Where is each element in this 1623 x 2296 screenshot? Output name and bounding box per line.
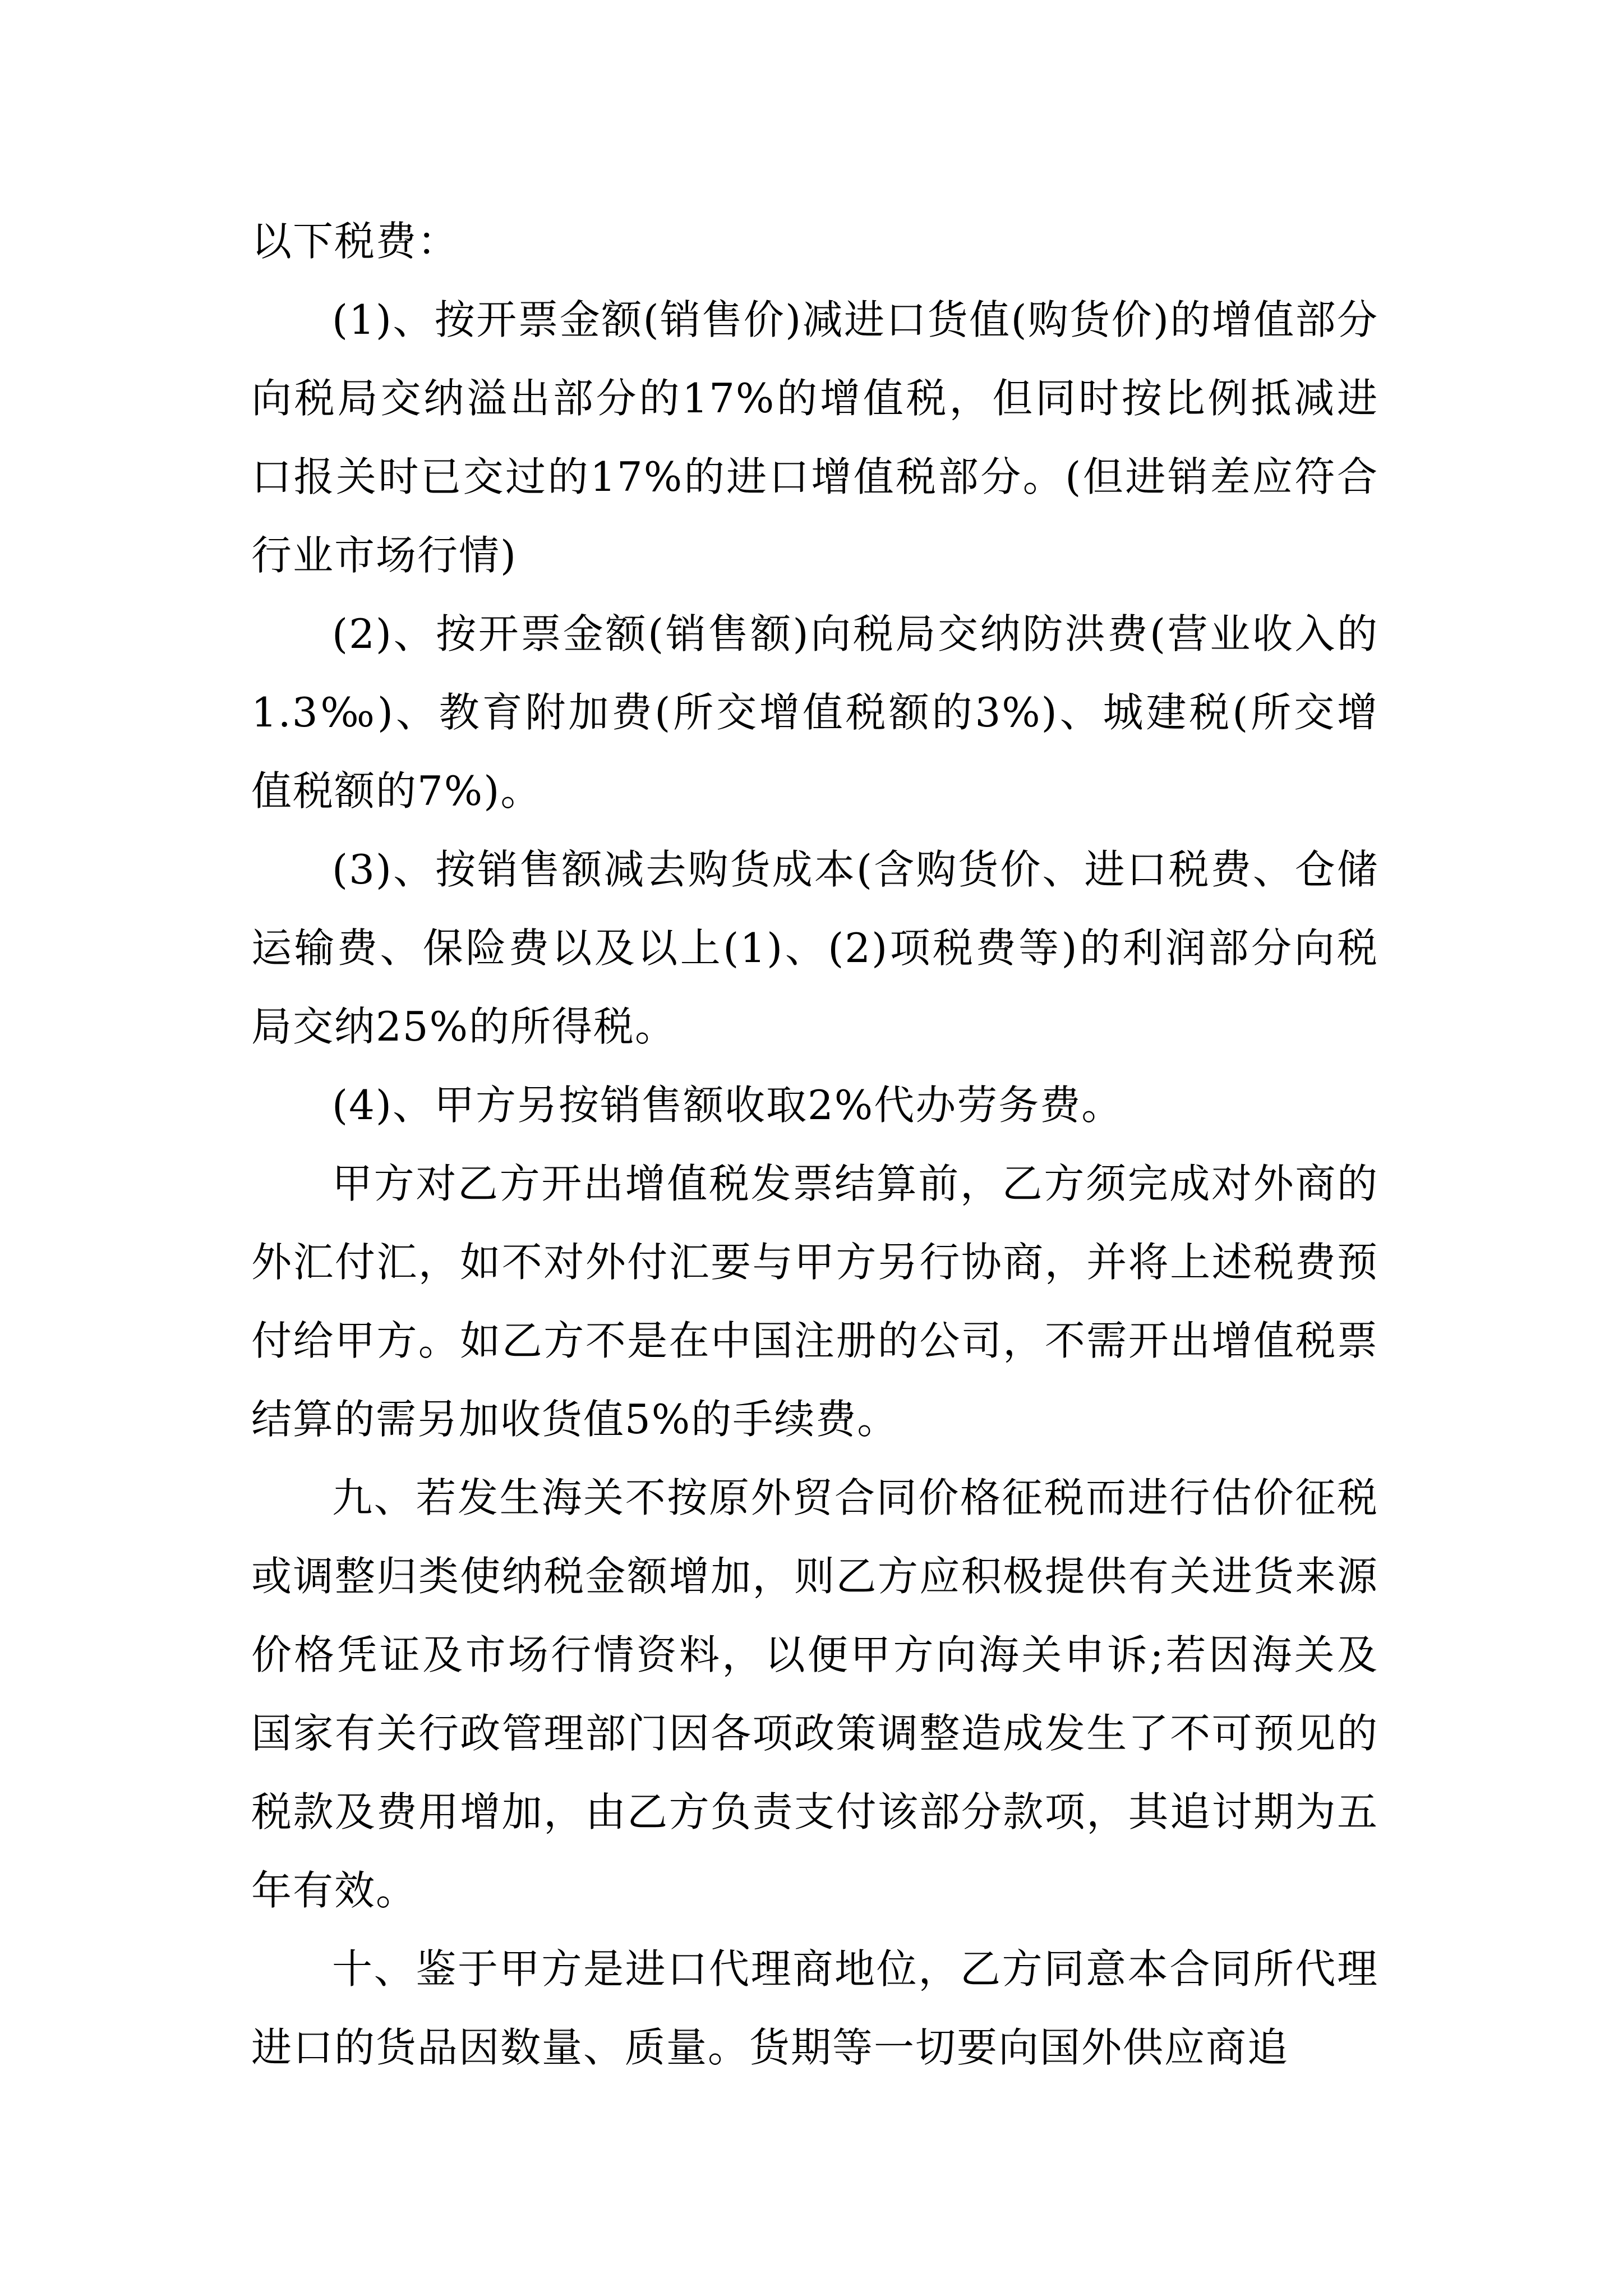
paragraph-clause-9: 九、若发生海关不按原外贸合同价格征税而进行估价征税或调整归类使纳税金额增加，则乙方应积极提供有关进货来源价格凭证及市场行情资料，以便甲方向海关申诉;若因海关及国家有关行政管理部门因各项政策调整造成发生了不可预见的税款及费用增加，由乙方负责支付该部分款项，其追讨期为五年有效。 <box>251 1474 1378 1914</box>
paragraph-item-1-vat: (1)、按开票金额(销售价)减进口货值(购货价)的增值部分向税局交纳溢出部分的17%的增值税，但同时按比例抵减进口报关时已交过的17%的进口增值税部分。(但进销差应符合行业市场行情) <box>251 296 1378 579</box>
document-body <box>251 202 1378 2087</box>
paragraph-settlement: 甲方对乙方开出增值税发票结算前，乙方须完成对外商的外汇付汇，如不对外付汇要与甲方另行协商，并将上述税费预付给甲方。如乙方不是在中国注册的公司，不需开出增值税票结算的需另加收货值5%的手续费。 <box>251 1160 1378 1443</box>
paragraph-item-3-income-tax: (3)、按销售额减去购货成本(含购货价、进口税费、仓储运输费、保险费以及以上(1)、(2)项税费等)的利润部分向税局交纳25%的所得税。 <box>251 846 1378 1050</box>
paragraph-item-2-surcharges: (2)、按开票金额(销售额)向税局交纳防洪费(营业收入的1.3‰)、教育附加费(所交增值税额的3%)、城建税(所交增值税额的7%)。 <box>251 610 1378 815</box>
paragraph-clause-10: 十、鉴于甲方是进口代理商地位，乙方同意本合同所代理进口的货品因数量、质量。货期等一切要向国外供应商追 <box>251 1945 1378 2071</box>
paragraph-item-4-service-fee: (4)、甲方另按销售额收取2%代办劳务费。 <box>332 1082 1123 1129</box>
paragraph-tax-intro: 以下税费： <box>251 218 459 265</box>
